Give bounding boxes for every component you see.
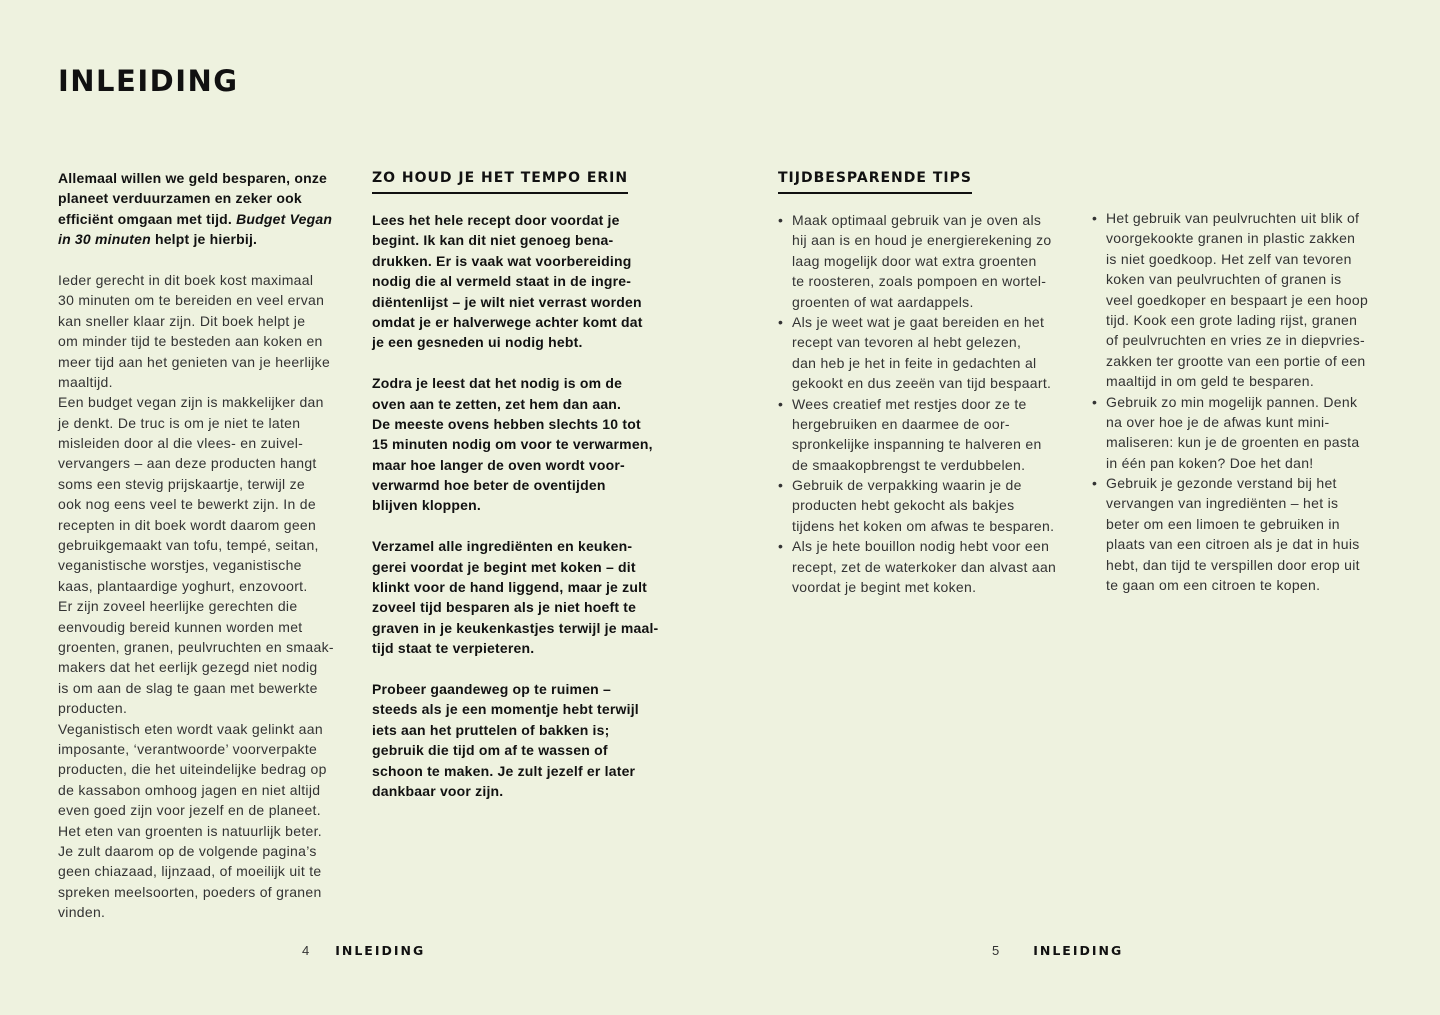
body-line: Ieder gerecht in dit boek kost maximaal (58, 271, 314, 288)
tip-line: hebt, dan tijd te verspillen door erop uit (1106, 556, 1360, 573)
tip-item (778, 312, 1078, 394)
paragraph-line: drukken. Er is vaak wat voorbereiding (372, 252, 632, 269)
body-line: eenvoudig bereid kunnen worden met (58, 618, 303, 635)
tip-line: maaltijd in om geld te besparen. (1106, 373, 1315, 390)
tip-line: Als je hete bouillon nodig hebt voor een (792, 538, 1050, 555)
tip-line: laag mogelijk door wat extra groenten (792, 252, 1037, 269)
tip-line: recept, zet de waterkoker dan alvast aan (792, 558, 1057, 575)
paragraph-spacer (372, 516, 672, 536)
tip-line: Gebruik zo min mogelijk pannen. Denk (1106, 393, 1358, 410)
body-line: gebruikgemaakt van tofu, tempé, seitan, (58, 537, 319, 554)
tip-line: de smaakopbrengst te verdubbelen. (792, 456, 1026, 473)
page-number: 5 (992, 943, 1000, 958)
tip-item (778, 475, 1078, 536)
tip-line: te roosteren, zoals pompoen en wortel- (792, 273, 1047, 290)
bullet-icon: • (1092, 210, 1097, 226)
tip-line: voorgekookte granen in plastic zakken (1106, 230, 1356, 247)
lead-text: efficiënt omgaan met tijd. (58, 210, 232, 227)
tip-line: koken van peulvruchten of granen is (1106, 271, 1342, 288)
tip-item (778, 394, 1078, 476)
tip-line: voordat je begint met koken. (792, 579, 977, 596)
bullet-icon: • (778, 212, 783, 228)
paragraph-line: diëntenlijst – je wilt niet verrast worden (372, 293, 642, 310)
tempo-paragraph (372, 373, 672, 516)
tip-line: vervangen van ingrediënten – het is (1106, 495, 1339, 512)
tip-line: Het gebruik van peulvruchten uit blik of (1106, 210, 1360, 226)
paragraph-line: steeds als je een momentje hebt terwijl (372, 701, 639, 718)
body-line: Er zijn zoveel heerlijke gerechten die (58, 598, 298, 615)
footer-right (992, 943, 1123, 958)
body-line: ook nog eens veel te bewerkt zijn. In de (58, 496, 316, 513)
tip-line: beter om een limoen te gebruiken in (1106, 515, 1340, 532)
tip-line: hij aan is en houd je energierekening zo (792, 232, 1052, 249)
tip-item (1092, 392, 1392, 474)
paragraph-line: gebruik die tijd om af te wassen of (372, 742, 608, 759)
body-line: je denkt. De truc is om je niet te laten (58, 414, 301, 431)
tip-item (1092, 473, 1392, 595)
paragraph-spacer (372, 659, 672, 679)
intro-column (58, 168, 358, 922)
paragraph-line: klinkt voor de hand liggend, maar je zult (372, 579, 648, 596)
tip-line: in één pan koken? Doe het dan! (1106, 454, 1314, 471)
paragraph-line: dankbaar voor zijn. (372, 782, 504, 799)
body-line: imposante, ‘verantwoorde’ voorverpakte (58, 740, 318, 757)
body-line: vinden. (58, 904, 106, 921)
tips-heading: TIJDBESPARENDE TIPS (778, 170, 972, 194)
lead-line: planeet verduurzamen en zeker ook (58, 190, 302, 207)
body-line: producten, die het uiteindelijke bedrag op (58, 761, 327, 778)
body-line: vervangers – aan deze producten hangt (58, 455, 317, 472)
paragraph-line: je een gesneden ui nodig hebt. (372, 334, 583, 351)
paragraph-line: Verzamel alle ingrediënten en keuken- (372, 538, 633, 555)
body-line: om minder tijd te besteden aan koken en (58, 333, 323, 350)
bullet-icon: • (1092, 475, 1097, 492)
tip-line: Gebruik de verpakking waarin je de (792, 477, 1022, 494)
bullet-icon: • (778, 538, 783, 555)
body-line: de kassabon omhoog jagen en niet altijd (58, 781, 321, 798)
body-line: 30 minuten om te bereiden en veel ervan (58, 292, 325, 309)
book-title-part-1: Budget Vegan (236, 210, 333, 227)
tip-line: recept van tevoren al hebt gelezen, (792, 334, 1022, 351)
lead-line (58, 229, 358, 249)
body-line: soms een stevig prijskaartje, terwijl ze (58, 475, 305, 492)
tip-line: spronkelijke inspanning te halveren en (792, 436, 1042, 453)
tempo-heading: ZO HOUD JE HET TEMPO ERIN (372, 170, 628, 194)
tip-line: groenten of wat aardappels. (792, 293, 974, 310)
paragraph-line: iets aan het pruttelen of bakken is; (372, 721, 610, 738)
tip-line: zakken ter grootte van een portie of een (1106, 352, 1366, 369)
running-header-label: INLEIDING (1033, 943, 1124, 958)
tip-line: Wees creatief met restjes door ze te (792, 395, 1027, 412)
tip-line: te gaan om een citroen te kopen. (1106, 577, 1321, 594)
lead-line (58, 209, 358, 229)
paragraph-line: verwarmd hoe beter de oventijden (372, 477, 606, 494)
body-line: Een budget vegan zijn is makkelijker dan (58, 394, 324, 411)
tip-line: is niet goedkoop. Het zelf van tevoren (1106, 250, 1352, 267)
paragraph-line: Probeer gaandeweg op te ruimen – (372, 680, 612, 697)
tips-column-right (1092, 208, 1392, 595)
tip-line: Gebruik je gezonde verstand bij het (1106, 475, 1337, 492)
paragraph-line: begint. Ik kan dit niet genoeg bena- (372, 232, 614, 249)
book-title-part-2: in 30 minuten (58, 231, 151, 248)
bullet-icon: • (1092, 393, 1097, 410)
tip-line: Als je weet wat je gaat bereiden en het (792, 313, 1045, 330)
paragraph-line: omdat je er halverwege achter komt dat (372, 313, 643, 330)
body-line: makers dat het eerlijk gezegd niet nodig (58, 659, 318, 676)
paragraph-line: Lees het hele recept door voordat je (372, 212, 620, 228)
tip-line: hergebruiken en daarmee de oor- (792, 415, 1010, 432)
body-line: kan sneller klaar zijn. Dit boek helpt je (58, 312, 306, 329)
tips-column-left (778, 168, 1078, 597)
body-line: misleiden door al die vlees- en zuivel- (58, 435, 304, 452)
paragraph-line: De meeste ovens hebben slechts 10 tot (372, 415, 641, 432)
tip-line: Maak optimaal gebruik van je oven als (792, 212, 1042, 228)
body-line: Het eten van groenten is natuurlijk beter. (58, 822, 322, 839)
tip-line: plaats van een citroen als je dat in huis (1106, 536, 1360, 553)
paragraph-line: Zodra je leest dat het nodig is om de (372, 375, 623, 392)
tip-line: dan heb je het in feite in gedachten al (792, 354, 1037, 371)
bullet-icon: • (778, 477, 783, 494)
tempo-body (372, 210, 672, 801)
paragraph-line: gerei voordat je begint met koken – dit (372, 558, 636, 575)
paragraph-line: nodig die al vermeld staat in de ingre- (372, 273, 632, 290)
tempo-paragraph (372, 679, 672, 801)
paragraph-line: oven aan te zetten, zet hem dan aan. (372, 395, 622, 412)
page-number: 4 (302, 943, 310, 958)
lead-line: Allemaal willen we geld besparen, onze (58, 170, 328, 186)
bullet-icon: • (778, 313, 783, 330)
body-line: kaas, plantaardige yoghurt, enzovoort. (58, 577, 308, 594)
tempo-paragraph (372, 536, 672, 658)
body-line: recepten in dit boek wordt daarom geen (58, 516, 317, 533)
body-line: Je zult daarom op de volgende pagina’s (58, 842, 317, 859)
intro-lead (58, 168, 358, 250)
tip-item (778, 210, 1078, 312)
tip-line: gekookt en dus zeeën van tijd bespaart. (792, 375, 1052, 392)
tips-list-left (778, 210, 1078, 597)
body-line: producten. (58, 700, 128, 717)
paragraph-line: blijven kloppen. (372, 497, 481, 514)
footer-left (302, 943, 425, 958)
body-line: veganistische worstjes, veganistische (58, 557, 302, 574)
body-line: groenten, granen, peulvruchten en smaak- (58, 638, 334, 655)
body-line: spreken meelsoorten, poeders of granen (58, 883, 322, 900)
tip-item (778, 536, 1078, 597)
paragraph-line: tijd staat te verpieteren. (372, 640, 535, 657)
running-header-label: INLEIDING (335, 943, 426, 958)
tips-list-right (1092, 208, 1392, 595)
tip-line: tijdens het koken om afwas te besparen. (792, 517, 1055, 534)
paragraph-line: 15 minuten nodig om voor te verwarmen, (372, 436, 653, 453)
body-line: meer tijd aan het genieten van je heerlijke (58, 353, 331, 370)
tip-line: tijd. Kook een grote lading rijst, granen (1106, 311, 1358, 328)
body-line: is om aan de slag te gaan met bewerkte (58, 679, 318, 696)
tip-line: producten hebt gekocht als bakjes (792, 497, 1015, 514)
body-line: maaltijd. (58, 373, 113, 390)
tip-line: na over hoe je de afwas kunt mini- (1106, 413, 1330, 430)
page-title: INLEIDING (58, 64, 239, 98)
tempo-column (372, 168, 672, 801)
paragraph-spacer (372, 353, 672, 373)
lead-text: helpt je hierbij. (154, 231, 258, 248)
tempo-paragraph (372, 210, 672, 353)
tip-item (1092, 208, 1392, 392)
bullet-icon: • (778, 395, 783, 412)
paragraph-line: maar hoe langer de oven wordt voor- (372, 456, 625, 473)
body-line: even goed zijn voor jezelf en de planeet. (58, 802, 321, 819)
tip-line: of peulvruchten en vries ze in diepvries- (1106, 332, 1365, 349)
paragraph-line: graven in je keukenkastjes terwijl je maal- (372, 619, 659, 636)
paragraph-line: zoveel tijd besparen als je niet hoeft te (372, 599, 637, 616)
paragraph-line: schoon te maken. Je zult jezelf er later (372, 762, 636, 779)
body-line: Veganistisch eten wordt vaak gelinkt aan (58, 720, 323, 737)
tip-line: maliseren: kun je de groenten en pasta (1106, 434, 1360, 451)
body-line: geen chiazaad, lijnzaad, of moeilijk uit te (58, 863, 322, 880)
tip-line: veel goedkoper en bespaart je een hoop (1106, 291, 1369, 308)
intro-body (58, 270, 358, 923)
